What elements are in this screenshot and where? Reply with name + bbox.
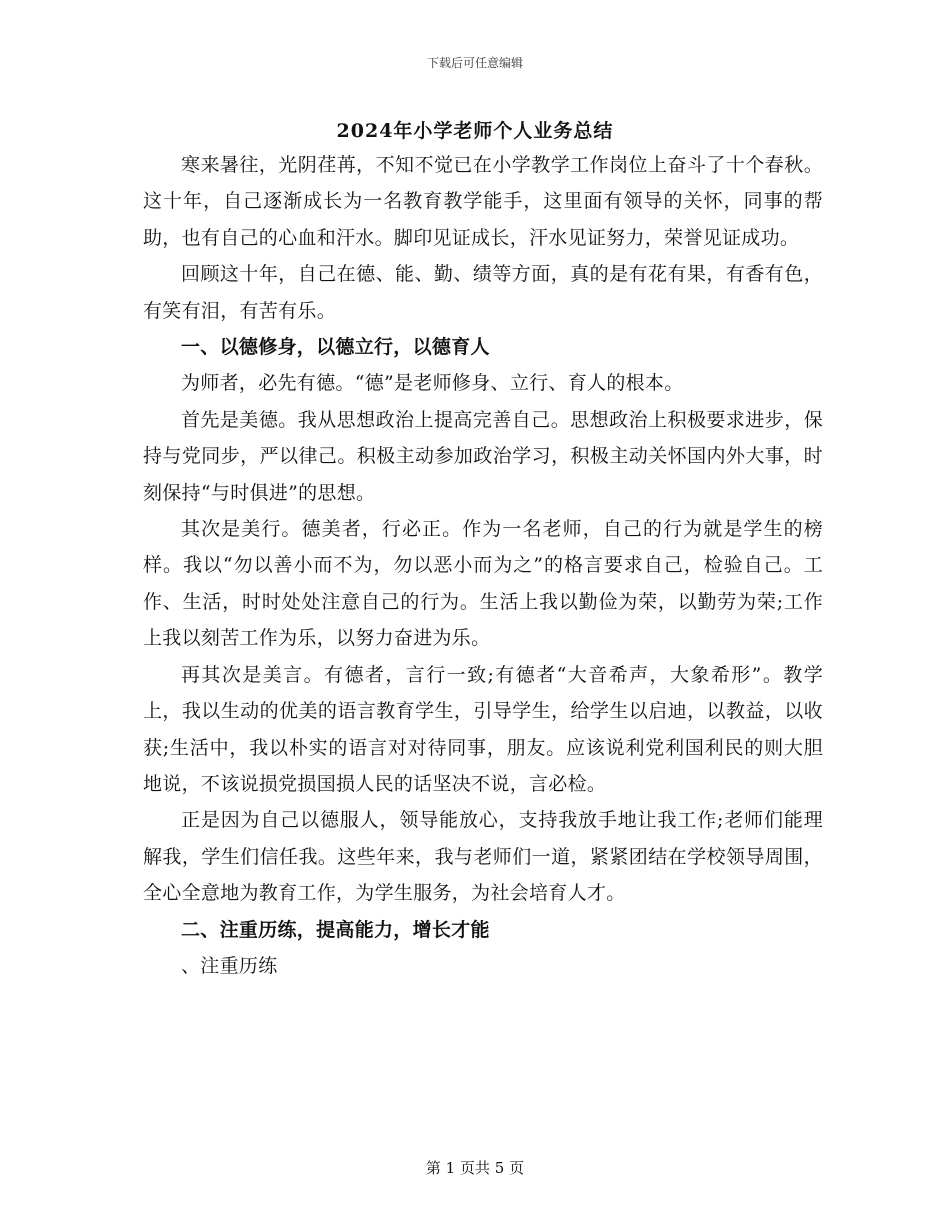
paragraph-intro: 寒来暑往，光阴荏苒，不知不觉已在小学教学工作岗位上奋斗了十个春秋。这十年，自己逐渐成长为一名教育教学能手，这里面有领导的关怀，同事的帮助，也有自己的心血和汗水。脚印见证成长，汗水见证努力，荣誉见证成功。 (143, 154, 823, 249)
header-note: 下载后可任意编辑 (426, 56, 523, 70)
section-heading-2: 二、注重历练，提高能力，增长才能 (181, 918, 490, 941)
paragraph-review: 回顾这十年，自己在德、能、勤、绩等方面，真的是有花有果，有香有色，有笑有泪，有苦有乐。 (143, 263, 823, 322)
document-body (143, 147, 823, 984)
subsection-heading: 、注重历练 (181, 954, 278, 977)
paragraph-speech: 再其次是美言。有德者，言行一致;有德者“大音希声，大象希形”。教学上，我以生动的优美的语言教育学生，引导学生，给学生以启迪，以教益，以收获;生活中，我以朴实的语言对对待同事，朋友。应该说利党利国利民的则大胆地说，不该说损党损国损人民的话坚决不说，言必检。 (143, 663, 823, 795)
paragraph-virtue: 为师者，必先有德。“德”是老师修身、立行、育人的根本。 (181, 372, 684, 395)
page-footer: 第 1 页共 5 页 (425, 1159, 525, 1177)
paragraph-conduct: 其次是美行。德美者，行必正。作为一名老师，自己的行为就是学生的榜样。我以“勿以善小而不为，勿以恶小而为之”的格言要求自己，检验自己。工作、生活，时时处处注意自己的行为。生活上我以勤俭为荣，以勤劳为荣;工作上我以刻苦工作为乐，以努力奋进为乐。 (143, 518, 823, 650)
document-title: 2024年小学老师个人业务总结 (336, 120, 614, 142)
paragraph-moral: 首先是美德。我从思想政治上提高完善自己。思想政治上积极要求进步，保持与党同步，严以律己。积极主动参加政治学习，积极主动关怀国内外大事，时刻保持“与时俱进”的思想。 (143, 408, 823, 504)
paragraph-result: 正是因为自己以德服人，领导能放心，支持我放手地让我工作;老师们能理解我，学生们信任我。这些年来，我与老师们一道，紧紧团结在学校领导周围，全心全意地为教育工作，为学生服务，为社会培育人才。 (143, 809, 823, 905)
section-heading-1: 一、以德修身，以德立行，以德育人 (181, 336, 490, 359)
